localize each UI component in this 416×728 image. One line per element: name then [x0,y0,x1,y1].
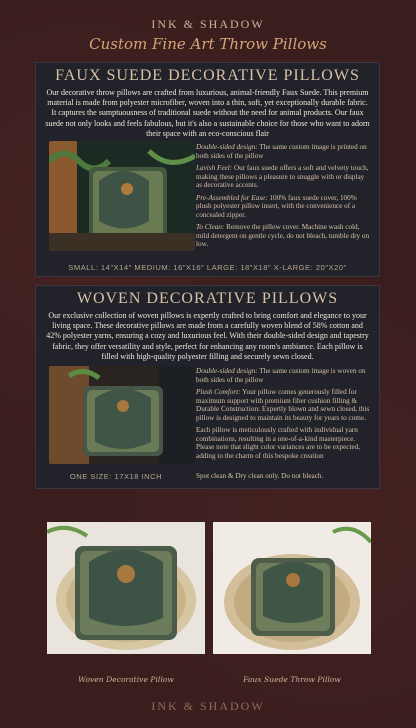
faux-caption: Faux Suede Throw Pillow [243,675,341,684]
faux-title: FAUX SUEDE DECORATIVE PILLOWS [55,67,360,84]
woven-one-size: ONE SIZE: 17X18 INCH [69,472,163,481]
tagline: Custom Fine Art Throw Pillows [89,35,327,53]
woven-description: Our exclusive collection of woven pillows is expertly crafted to bring comfort and elegance to your living space. These decorative pillows are made from a carefully woven blend of 58% cotton and 42% polyester yarns, ensuring a cozy and luxurious feel. With their double-sided design and tapestry fabric, they offer versatility and style, perfect for enhancing any room's ambiance. Each pillow is filled with high-quality polyester filling and securely sewn closed. [46,311,369,361]
woven-photo [49,366,195,464]
woven-gallery-photo [47,522,205,654]
woven-title: WOVEN DECORATIVE PILLOWS [76,290,339,307]
woven-features [196,367,371,464]
woven-care: Spot clean & Dry clean only. Do not bleach. [196,472,324,480]
faux-description: Our decorative throw pillows are crafted from luxurious, animal-friendly Faux Suede. This premium material is made from polyester microfiber, woven into a thin, soft, yet exceptionally durable fabric. It captures the sumptuousness of traditional suede without the need for animal products. Our faux suede not only looks and feels fabulous, but it's also a sustainable choice for those who want to adorn their space with an eco-conscious flair [45,88,370,138]
faux-feature: Pre-Assembled for Ease: 100% faux suede cover, 100% plush polyester pillow insert, with the convenience of a concealed zipper. [196,193,357,219]
faux-gallery-photo [213,522,371,654]
brand-bottom: INK & SHADOW [151,699,265,713]
faux-feature: Double-sided design: The same custom image is printed on both sides of the pillow [196,143,367,160]
faux-feature: Lavish Feel: Our faux suede offers a soft and velvety touch, making these pillows a pleasure to snuggle with or display as decorative accents. [196,164,369,189]
faux-sizes: SMALL: 14"X14" MEDIUM: 16"X16" LARGE: 18"X18" X-LARGE: 20"X20" [68,263,347,272]
faux-features [196,143,371,253]
faux-photo [49,141,195,251]
woven-feature: Plush Comfort: Your pillow comes generously filled for maximum support with premium fiber cushion filling & Durable Construction: Expertly blown and sewn closed, this pillow is designed to maintain its beauty for years to come. [196,388,370,422]
faux-suede-panel [35,62,380,277]
faux-feature: To Clean: Remove the pillow cover. Machine wash cold, mild detergent on gentle cycle, do not bleach, tumble dry on low. [196,223,370,248]
brand-top: INK & SHADOW [151,17,265,31]
woven-feature: Each pillow is meticulously crafted with individual yarn combinations, resulting in a one-of-a-kind masterpiece. Please note that slight color variances are to be expected, adding to the charm of this bespoke creation [196,426,361,460]
woven-feature: Double-sided design: The same custom image is woven on both sides of the pillow [196,367,366,384]
woven-panel [35,285,380,489]
woven-caption: Woven Decorative Pillow [78,675,174,684]
